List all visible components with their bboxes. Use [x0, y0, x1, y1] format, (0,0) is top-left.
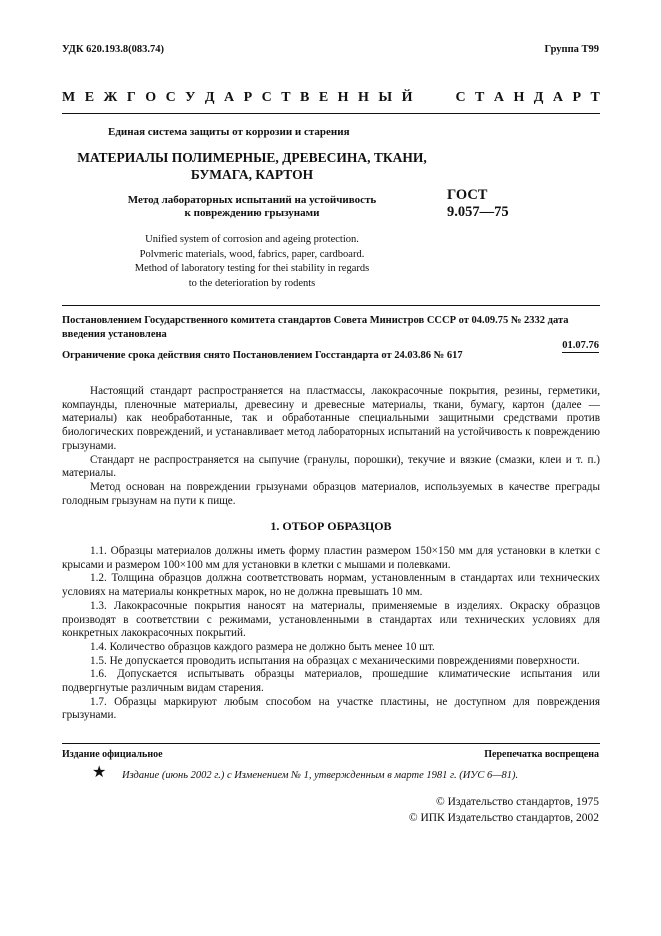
copyright-2002: © ИПК Издательство стандартов, 2002	[408, 812, 599, 824]
copyright-1975: © Издательство стандартов, 1975	[435, 796, 599, 808]
banner-letter: А	[552, 90, 564, 105]
banner-letter: С	[165, 90, 176, 105]
banner-letter: Г	[126, 90, 136, 105]
banner-letter: Н	[337, 90, 349, 105]
document-title	[62, 149, 442, 183]
english-line: to the deterioration by rodents	[188, 277, 316, 289]
banner-letter: Ж	[103, 90, 118, 105]
gost-label: ГОСТ	[447, 187, 488, 203]
group-code: Группа Т99	[544, 44, 599, 55]
section-body	[62, 545, 600, 723]
english-line: Unified system of corrosion and ageing protection.	[145, 234, 359, 245]
banner-letter: Н	[513, 90, 525, 105]
method-line: Метод лабораторных испытаний на устойчивость	[127, 194, 377, 206]
clause: 1.2. Толщина образцов должна соответствовать нормам, установленным в стандартах или технических условиях на материалы конкретных марок, но не должна превышать 10 мм.	[62, 572, 600, 599]
banner-gap	[422, 90, 446, 106]
banner-letter: С	[261, 90, 272, 105]
section-heading: 1. ОТБОР ОБРАЗЦОВ	[270, 519, 392, 533]
banner-letter: Е	[318, 90, 329, 105]
series-title: Единая система защиты от коррозии и старения	[108, 126, 350, 138]
official-edition-label: Издание официальное	[62, 749, 163, 760]
method-title	[62, 194, 442, 220]
standard-banner	[62, 90, 600, 106]
banner-letter: А	[493, 90, 504, 105]
banner-letter: В	[300, 90, 310, 105]
star-icon: ★	[92, 762, 107, 781]
banner-letter: Й	[401, 90, 413, 105]
paragraph: Метод основан на повреждении грызунами образцов материалов, используемых в качестве преграды голодным грызунам на пути к пище.	[62, 480, 600, 507]
banner-letter: Р	[243, 90, 253, 105]
banner-letter: М	[62, 90, 76, 105]
footer-rule	[62, 743, 600, 744]
english-line: Polvmeric materials, wood, fabrics, paper, cardboard.	[139, 248, 365, 260]
udk-code: УДК 620.193.8(083.74)	[62, 44, 164, 55]
introduction-date: 01.07.76	[562, 340, 599, 351]
clause: 1.4. Количество образцов каждого размера не должно быть менее 10 шт.	[90, 640, 435, 653]
clause: 1.6. Допускается испытывать образцы материалов, прошедшие климатические испытания или подвергнутые различным видам старения.	[62, 668, 600, 695]
intro-text	[62, 385, 600, 508]
banner-letter: У	[185, 90, 196, 105]
banner-letter: Н	[358, 90, 369, 105]
edition-note: Издание (июнь 2002 г.) с Изменением № 1, утвержденным в марте 1981 г. (ИУС 6—81).	[122, 770, 519, 781]
banner-letter: О	[145, 90, 157, 105]
banner-rule	[62, 113, 600, 114]
decree-rule	[62, 305, 600, 306]
banner-letter: Т	[475, 90, 485, 105]
clause: 1.7. Образцы маркируют любым способом на участке пластины, не доступном для повреждения грызунами.	[62, 695, 600, 722]
banner-letter: Р	[572, 90, 582, 105]
reprint-notice: Перепечатка воспрещена	[484, 749, 599, 760]
paragraph: Настоящий стандарт распространяется на пластмассы, лакокрасочные покрытия, резины, герметики, компаунды, пленочные материалы, древесину и древесные материалы, ткани, бумагу, картон (далее — материалы) как необработанные, так и обработанные специальными защитными средствами против биологических повреждений, и устанавливает метод лабораторных испытаний на устойчивость к повреждению грызунами.	[62, 385, 600, 452]
clause: 1.5. Не допускается проводить испытания на образцах с механическими повреждениями поверхности.	[90, 654, 580, 667]
method-line: к повреждению грызунами	[184, 207, 320, 219]
banner-letter: Е	[84, 90, 95, 105]
english-title	[62, 233, 442, 291]
english-line: Method of laboratory testing for thei stability in regards	[134, 263, 370, 274]
clause: 1.3. Лакокрасочные покрытия наносят на материалы, применяемые в изделиях. Окраску образцов производят в соответствии с режимами, установленными в стандартах или технических условиях для конкретных лакокрасочных покрытий.	[62, 599, 600, 640]
gost-number: 9.057—75	[447, 204, 509, 220]
title-line: БУМАГА, КАРТОН	[190, 167, 314, 182]
banner-letter: Т	[590, 90, 600, 105]
title-line: МАТЕРИАЛЫ ПОЛИМЕРНЫЕ, ДРЕВЕСИНА, ТКАНИ,	[77, 150, 427, 165]
decree-text: Постановлением Государственного комитета стандартов Совета Министров СССР от 04.09.75 № 2332 дата введения установлена	[62, 315, 569, 340]
banner-letter: А	[224, 90, 235, 105]
limitation-note: Ограничение срока действия снято Постановлением Госстандарта от 24.03.86 № 617	[62, 350, 463, 361]
banner-letter: Д	[533, 90, 544, 105]
banner-letter: Д	[204, 90, 215, 105]
banner-letter: С	[455, 90, 466, 105]
banner-letter: Т	[281, 90, 291, 105]
clause: 1.1. Образцы материалов должны иметь форму пластин размером 150×150 мм для установки в клетки с крысами и размером 100×100 мм для установки в клетки с мышами и полевками.	[62, 545, 600, 571]
paragraph: Стандарт не распространяется на сыпучие (гранулы, порошки), текучие и вязкие (смазки, клеи и т. п.) материалы.	[62, 453, 600, 480]
banner-letter: Ы	[378, 90, 393, 105]
gost-designation	[447, 187, 509, 221]
